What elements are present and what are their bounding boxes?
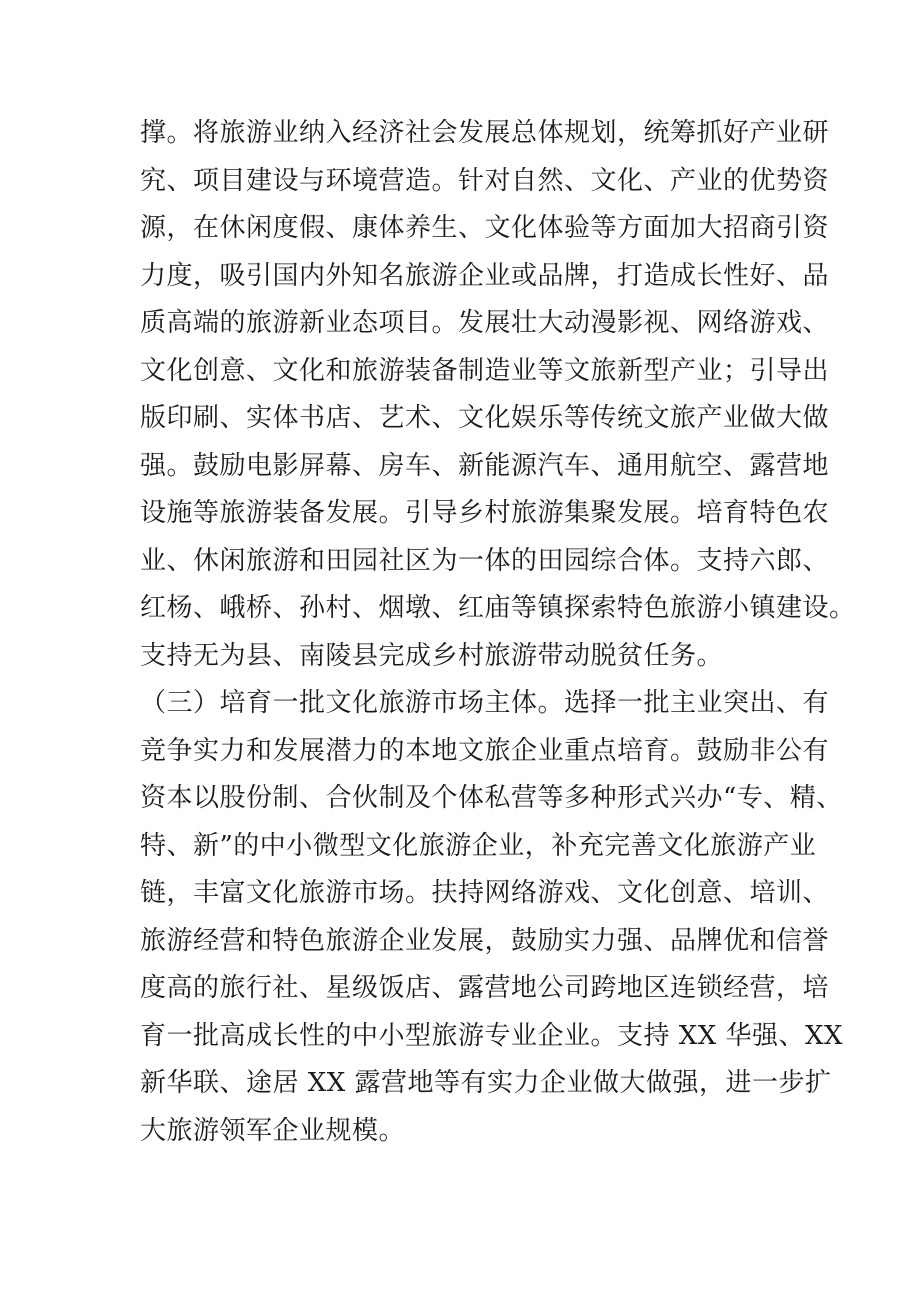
text-line: 红杨、峨桥、孙村、烟墩、红庙等镇探索特色旅游小镇建设。 [140, 593, 856, 623]
text-line: 新华联、途居 XX 露营地等有实力企业做大做强，进一步扩 [140, 1068, 832, 1098]
text-line: 力度，吸引国内外知名旅游企业或品牌，打造成长性好、品 [140, 260, 830, 291]
text-line: 业、休闲旅游和田园社区为一体的田园综合体。支持六郎、 [140, 545, 830, 576]
text-line: 强。鼓励电影屏幕、房车、新能源汽车、通用航空、露营地 [140, 450, 830, 481]
text-line: 源，在休闲度假、康体养生、文化体验等方面加大招商引资 [140, 213, 830, 243]
text-line: 撑。将旅游业纳入经济社会发展总体规划，统筹抓好产业研 [140, 118, 830, 148]
text-line: 竞争实力和发展潜力的本地文旅企业重点培育。鼓励非公有 [140, 735, 830, 766]
text-line: 大旅游领军企业规模。 [140, 1115, 406, 1146]
text-line: 育一批高成长性的中小型旅游专业企业。支持 XX 华强、XX [140, 1020, 844, 1051]
text-line: 度高的旅行社、星级饭店、露营地公司跨地区连锁经营，培 [140, 973, 830, 1003]
text-line: 资本以股份制、合伙制及个体私营等多种形式兴办“专、精、 [140, 783, 843, 813]
text-line: 支持无为县、南陵县完成乡村旅游带动脱贫任务。 [140, 640, 724, 671]
text-line: 文化创意、文化和旅游装备制造业等文旅新型产业；引导出 [140, 355, 830, 386]
text-line: 版印刷、实体书店、艺术、文化娱乐等传统文旅产业做大做 [140, 403, 830, 433]
text-line: 究、项目建设与环境营造。针对自然、文化、产业的优势资 [140, 165, 830, 196]
text-line: 设施等旅游装备发展。引导乡村旅游集聚发展。培育特色农 [140, 498, 830, 528]
text-line: 链，丰富文化旅游市场。扶持网络游戏、文化创意、培训、 [140, 878, 830, 908]
body-text [140, 110, 856, 1155]
text-line: 旅游经营和特色旅游企业发展，鼓励实力强、品牌优和信誉 [140, 925, 830, 956]
text-line: 质高端的旅游新业态项目。发展壮大动漫影视、网络游戏、 [140, 308, 830, 338]
text-line: 特、新”的中小微型文化旅游企业，补充完善文化旅游产业 [140, 830, 817, 861]
section-heading-line: （三）培育一批文化旅游市场主体。选择一批主业突出、有 [140, 688, 830, 718]
